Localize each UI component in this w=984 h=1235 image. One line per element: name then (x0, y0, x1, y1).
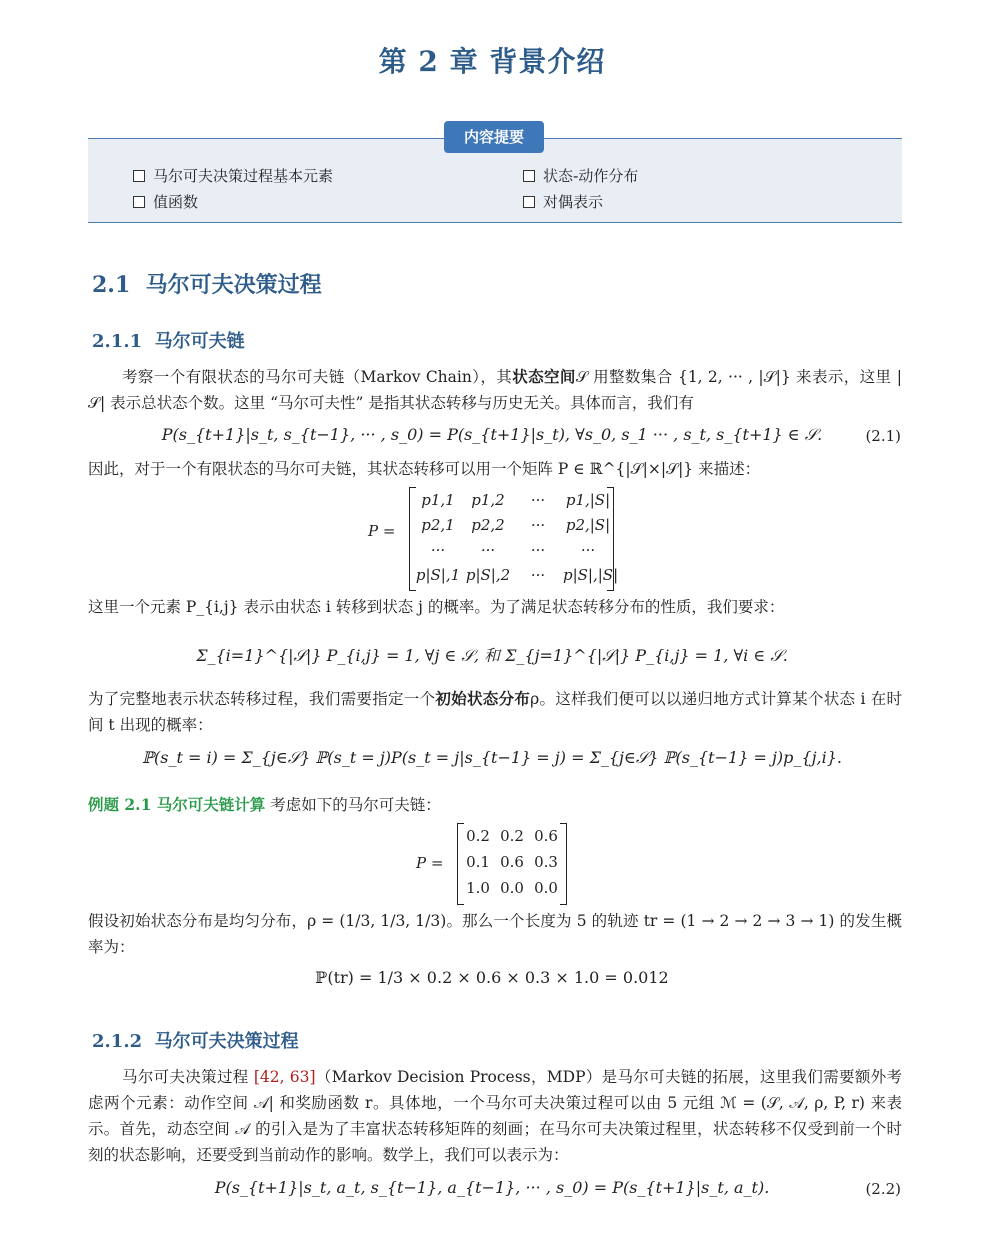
matrix-cell: ··· (530, 566, 546, 584)
checkbox-icon (133, 170, 145, 182)
text: 考察一个有限状态的马尔可夫链（Markov Chain），其 (122, 368, 513, 386)
matrix-cell: p2,2 (471, 516, 505, 534)
summary-item (133, 165, 333, 186)
matrix-label: P = (416, 854, 444, 872)
matrix-cell: ··· (530, 516, 546, 534)
checkbox-icon (523, 170, 535, 182)
matrix-cell: p|S|,|S| (563, 566, 619, 584)
matrix-cell: 0.1 (466, 853, 490, 871)
matrix-cell: 0.3 (534, 853, 558, 871)
summary-item-text: 马尔可夫决策过程基本元素 (153, 167, 334, 185)
summary-item (523, 165, 638, 186)
matrix-cell: ··· (530, 541, 546, 559)
summary-item (523, 191, 603, 212)
matrix-cell: 0.6 (534, 827, 558, 845)
paragraph: 这里一个元素 P_{i,j} 表示由状态 i 转移到状态 j 的概率。为了满足状态转移分布的性质，我们要求： (88, 598, 785, 616)
matrix-cell: ··· (530, 491, 546, 509)
example-paragraph (88, 792, 902, 818)
text: 为了完整地表示状态转移过程，我们需要指定一个 (88, 690, 436, 708)
matrix-cell: p1,1 (421, 491, 455, 509)
subsection-number: 2.1.2 (92, 1031, 143, 1052)
matrix-cell: p1,|S| (565, 491, 611, 509)
equation-2-2: P(s_{t+1}|s_t, a_t, s_{t−1}, a_{t−1}, ··· , s_0) = P(s_{t+1}|s_t, a_t). (214, 1178, 770, 1197)
matrix-cell: p2,1 (421, 516, 455, 534)
checkbox-icon (523, 196, 535, 208)
example-matrix (457, 823, 567, 903)
subsection-heading (92, 1027, 299, 1053)
bold-term: 状态空间 (512, 367, 576, 386)
summary-item (133, 191, 198, 212)
matrix-cell: 0.6 (500, 853, 524, 871)
matrix-cell: ··· (580, 541, 596, 559)
subsection-number: 2.1.1 (92, 331, 143, 352)
citation-link[interactable]: [42, 63] (253, 1068, 316, 1086)
matrix-cell: ··· (480, 541, 496, 559)
text: 马尔可夫决策过程 (122, 1068, 254, 1086)
example-title: 例题 2.1 马尔可夫链计算 (88, 795, 266, 814)
section-heading (92, 268, 322, 299)
bold-term: 初始状态分布 (435, 689, 531, 708)
subsection-title: 马尔可夫链 (154, 331, 245, 352)
equation-recursion: ℙ(s_t = i) = Σ_{j∈𝒮} ℙ(s_t = j)P(s_t = j|s_{t−1} = j) = Σ_{j∈𝒮} ℙ(s_{t−1} = j)p_{j,i}. (141, 748, 843, 767)
matrix-label: P = (368, 522, 396, 540)
text: 𝒮 用整数集合 {1, 2, ··· , |𝒮|} 来表示，这里 |𝒮| 表示总状态个数。这里 “马尔可夫性” 是指其状态转移与历史无关。具体而言，我们有 (88, 368, 902, 412)
paragraph: 因此，对于一个有限状态的马尔可夫链，其状态转移可以用一个矩阵 P ∈ ℝ^{|𝒮|×|𝒮|} 来描述： (88, 460, 761, 478)
text: （Markov Decision Process，MDP）是马尔可夫链的拓展，这里我们需要额外考虑两个元素：动作空间 𝒜| 和奖励函数 r。具体地，一个马尔可夫决策过程可以由 5 元组 ℳ = (𝒮, 𝒜, ρ, P, r) 来表示。首先，动态空间 𝒜 的引入是为了丰富状态转移矩阵的刻画；在马尔可夫决策过程里，状态转移不仅受到前一个时刻的状态影响，还要受到当前动作的影响。数学上，我们可以表示为： (88, 1068, 902, 1164)
subsection-title: 马尔可夫决策过程 (154, 1031, 299, 1052)
matrix-cell: p|S|,1 (415, 566, 461, 584)
matrix-cell: 1.0 (466, 879, 490, 897)
paragraph (88, 364, 902, 416)
subsection-heading (92, 327, 245, 353)
transition-matrix (409, 487, 619, 589)
matrix-cell: 0.0 (500, 879, 524, 897)
paragraph (88, 1064, 902, 1168)
equation-probability: ℙ(tr) = 1/3 × 0.2 × 0.6 × 0.3 × 1.0 = 0.012 (315, 968, 669, 987)
matrix-cell: p|S|,2 (465, 566, 511, 584)
text: ρ。这样我们便可以以递归地方式计算某个状态 i 在时间 t 出现的概率： (88, 690, 902, 734)
summary-item-text: 对偶表示 (543, 193, 604, 211)
matrix-cell: ··· (430, 541, 446, 559)
equation-number: (2.2) (865, 1180, 901, 1198)
matrix-cell: 0.2 (500, 827, 524, 845)
section-number: 2.1 (92, 272, 131, 298)
equation-number: (2.1) (865, 427, 901, 445)
paragraph: 假设初始状态分布是均匀分布，ρ = (1/3, 1/3, 1/3)。那么一个长度为 5 的轨迹 tr = (1 → 2 → 2 → 3 → 1) 的发生概率为： (88, 912, 902, 956)
matrix-cell: 0.0 (534, 879, 558, 897)
summary-item-text: 值函数 (153, 193, 199, 211)
summary-item-text: 状态-动作分布 (543, 167, 639, 185)
matrix-cell: p1,2 (471, 491, 505, 509)
section-title: 马尔可夫决策过程 (145, 272, 322, 298)
text: 考虑如下的马尔可夫链： (270, 796, 441, 814)
chapter-title: 第 2 章 背景介绍 (378, 45, 606, 78)
matrix-cell: p2,|S| (565, 516, 611, 534)
paragraph (88, 686, 902, 738)
matrix-cell: 0.2 (466, 827, 490, 845)
equation-2-1: P(s_{t+1}|s_t, s_{t−1}, ··· , s_0) = P(s_{t+1}|s_t), ∀s_0, s_1 ··· , s_t, s_{t+1} ∈ 𝒮. (161, 425, 823, 444)
equation-constraint: Σ_{i=1}^{|𝒮|} P_{i,j} = 1, ∀j ∈ 𝒮, 和 Σ_{j=1}^{|𝒮|} P_{i,j} = 1, ∀i ∈ 𝒮. (196, 646, 788, 665)
checkbox-icon (133, 196, 145, 208)
summary-label: 内容提要 (444, 121, 544, 153)
